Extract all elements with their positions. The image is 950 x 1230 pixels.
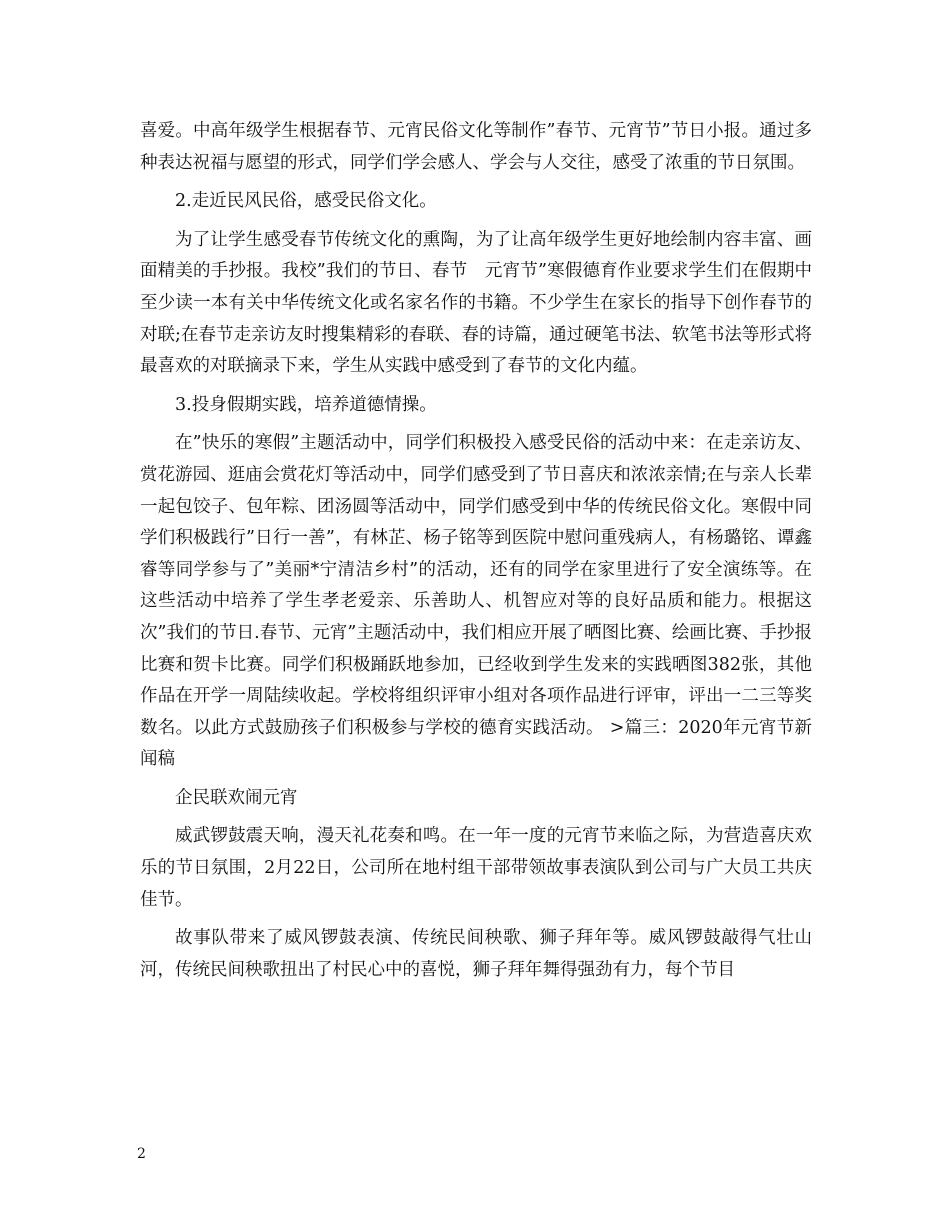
article-title: 企民联欢闹元宵 [175,787,298,808]
paragraph-5: 在”快乐的寒假”主题活动中，同学们积极投入感受民俗的活动中来：在走亲访友、赏花游园、逛庙会赏花灯等活动中，同学们感受到了节日喜庆和浓浓亲情;在与亲人长辈一起包饺子、包年粽、团汤圆等活动中，同学们感受到中华的传统民俗文化。寒假中同学们积极践行”日行一善”，有林芷、杨子铭等到医院中慰问重残病人，有杨璐铭、谭鑫睿等同学参与了”美丽*宁清洁乡村”的活动，还有的同学在家里进行了安全演练等。在这些活动中培养了学生孝老爱亲、乐善助人、机智应对等的良好品质和能力。根据这次”我们的节日.春节、元宵”主题活动中，我们相应开展了晒图比赛、绘画比赛、手抄报比赛和贺卡比赛。同学们积极踊跃地参加，已经收到学生发来的实践晒图382张，其他作品在开学一周陆续收起。学校将组织评审小组对各项作品进行评审，评出一二三等奖数名。以此方式鼓励孩子们积极参与学校的德育实践活动。 >篇三：2020年元宵节新闻稿 [140,433,812,770]
heading-section-3: 3.投身假期实践，培养道德情操。 [175,394,437,415]
heading-section-2: 2.走近民风民俗，感受民俗文化。 [175,191,437,212]
paragraph-8: 故事队带来了威风锣鼓表演、传统民间秧歌、狮子拜年等。威风锣鼓敲得气壮山河，传统民间秧歌扭出了村民心中的喜悦，狮子拜年舞得强劲有力，每个节目 [140,928,812,980]
page-number: 2 [137,1146,146,1162]
document-body [140,116,812,986]
paragraph-1: 喜爱。中高年级学生根据春节、元宵民俗文化等制作”春节、元宵节”节日小报。通过多种表达祝福与愿望的形式，同学们学会感人、学会与人交往，感受了浓重的节日氛围。 [140,121,812,173]
paragraph-3: 为了让学生感受春节传统文化的熏陶，为了让高年级学生更好地绘制内容丰富、画面精美的手抄报。我校”我们的节日、春节 元宵节”寒假德育作业要求学生们在假期中至少读一本有关中华传统文化或名家名作的书籍。不少学生在家长的指导下创作春节的对联;在春节走亲访友时搜集精彩的春联、春的诗篇，通过硬笔书法、软笔书法等形式将最喜欢的对联摘录下来，学生从实践中感受到了春节的文化内蕴。 [140,229,812,377]
paragraph-7: 威武锣鼓震天响，漫天礼花奏和鸣。在一年一度的元宵节来临之际，为营造喜庆欢乐的节日氛围，2月22日，公司所在地村组干部带领故事表演队到公司与广大员工共庆佳节。 [140,826,812,910]
